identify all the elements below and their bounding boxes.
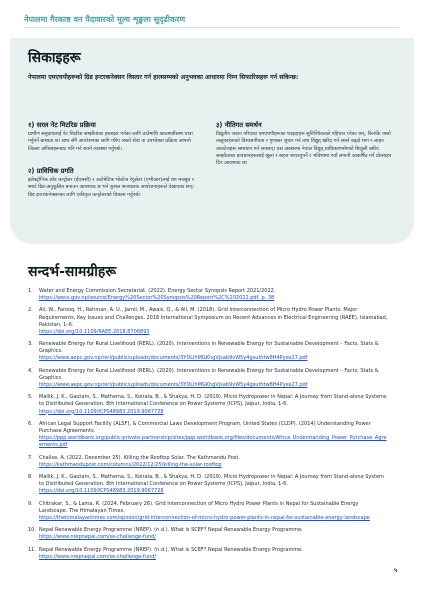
reference-body <box>39 501 388 522</box>
lesson-body: विद्युतीय जडान गरिएका एमएचपीहरूका फाइदाहरू सुनिश्चितताले पहिचान गरेका छन्, किनकि यस्तो तालुकाहरूको विश्वसनीयता र गुणस्तर सुधार गर्न तथा विद्युत् खरिद गर्न सक्ने बढ्दो माग र लाइन आउटेजहरू समाधान गर्न सक्छन्। यस अवसरमा नेपाल विद्युत् प्राधिकरणसँगको बिजुली खरिद सम्झौताका प्रावधानहरूलाई खुला र सहज बनाउनुपर्ने र भविष्यमा नयाँ लगानी आकर्षित गर्न प्रोत्साहन दिन आवश्यक छ। <box>216 131 392 167</box>
reference-body <box>39 421 388 449</box>
lessons-intro: नेपालमा एमएचपीहरूको ग्रिड इन्टरकनेक्सन विस्तार गर्न हालसम्मको अनुभवका आधारमा निम्न सिफारिसहरू गर्न सकिन्छ: <box>28 74 299 81</box>
reference-text: Mallik, J. K., Gautam, S., Mathema, S., Koirala, B., & Shakya, H. D. (2019). Micro Hydropower in Nepal: A Journey from Stand-alone System to Distributed Generation. 8th International Conference on Power Systems (ICPS), Jaipur, India, 1-6. <box>39 474 384 488</box>
reference-item <box>28 547 388 561</box>
reference-link[interactable]: https://doi.org/10.1109/ICPS48983.2019.9067728 <box>39 408 164 415</box>
reference-item <box>28 288 388 302</box>
references-title: सन्दर्भ-सामग्रीहरू <box>28 264 117 280</box>
reference-text: Renewable Energy for Rural Livelihood (RERL). (2020). Interventions in Renewable Energy for Sustainable Development – Facts, Stats & Graphics. <box>39 367 379 381</box>
reference-body <box>39 341 388 362</box>
reference-body <box>39 307 388 335</box>
reference-link[interactable]: https://www.nrepnepal.com/se-challenge-fund/ <box>39 553 157 560</box>
reference-item <box>28 394 388 415</box>
reference-item <box>28 421 388 449</box>
reference-link[interactable]: https://www.nrepnepal.com/se-challenge-fund/ <box>39 534 157 541</box>
lessons-title: सिकाइहरू <box>28 50 81 66</box>
reference-item <box>28 368 388 389</box>
reference-text: Nepal Renewable Energy Programme (NREP). (n.d.). What is SCEF? Nepal Renewable Energy Programme. <box>39 546 303 553</box>
reference-link[interactable]: https://www.aepc.gov.np/rerl/public/uploads/documents/3YDLIhMGKhgVjsab9vW5y4gsuthtw8H4Pyes27.pdf <box>39 381 308 388</box>
reference-text: African Legal Support Facility (ALSF), & Commercial Laws Development Program, United States (CLDP). (2014) Understanding Power Purchase Agreements. <box>39 420 371 434</box>
reference-number: 6. <box>28 420 33 427</box>
reference-number: 7. <box>28 454 33 461</box>
reference-text: Renewable Energy for Rural Livelihood (RERL). (2020). Interventions in Renewable Energy for Sustainable Development – Facts, Stats & Graphics. <box>39 341 379 355</box>
reference-body <box>39 547 388 561</box>
lesson-heading: २) प्राविधिक प्रगति <box>28 167 74 175</box>
reference-link[interactable]: https://wecs.gov.np/source/Energy%20Sector%20Synopsis%20Report%2C%202022.pdf, p. 38 <box>39 295 275 302</box>
reference-text: Water and Energy Commission Secretariat. (2022). Energy Sector Synopsis Report 2021/2022. <box>39 288 276 294</box>
reference-body <box>39 288 388 302</box>
reference-item <box>28 307 388 335</box>
reference-text: Chitrakar, S., & Lama, R. (2024, February 26). Grid Interconnection of Micro Hydro Power Plants in Nepal for Sustainable Energy Landscape. The Himalayan Times. <box>39 500 359 514</box>
reference-text: Chalise, A. (2022, December 25). Killing the Rooftop Solar. The Kathmandu Post. <box>39 454 240 461</box>
reference-item <box>28 341 388 362</box>
reference-number: 1. <box>28 288 33 294</box>
reference-number: 2. <box>28 307 33 314</box>
lesson-item <box>28 166 198 199</box>
header-divider <box>24 27 400 28</box>
reference-body <box>39 474 388 495</box>
reference-link[interactable]: https://doi.org/10.1109/ICPS48983.2019.9067728 <box>39 488 164 495</box>
running-header: नेपालमा गैरकाष्ठ वन पैदावारको मूल्य शृङ्खला सुदृढीकरण <box>24 15 186 24</box>
reference-number: 9. <box>28 500 33 507</box>
reference-number: 8. <box>28 474 33 481</box>
reference-body <box>39 527 388 541</box>
reference-body <box>39 394 388 415</box>
reference-number: 10. <box>28 527 36 534</box>
lesson-heading: १) सरल नेट मिटरिङ प्रक्रिया <box>28 121 96 129</box>
lesson-heading: ३) नीतिगत समर्थन <box>216 121 262 129</box>
reference-link[interactable]: https://www.aepc.gov.np/rerl/public/uploads/documents/3YDLIhMGKhgVjsab9vW5y4gsuthtw8H4Pyes27.pdf <box>39 355 308 362</box>
reference-item <box>28 455 388 469</box>
reference-number: 5. <box>28 394 33 401</box>
lesson-item <box>28 120 198 153</box>
reference-text: Mallik, J. K., Gautam, S., Mathema, S., Koirala, B., & Shakya, H. D. (2019). Micro Hydropower in Nepal: A Journey from Stand-alone Systems to Distributed Generation. 8th International Conference on Power Systems (ICPS), Jaipur, India, 1-6. <box>39 394 387 408</box>
reference-number: 11. <box>28 546 36 553</box>
reference-list <box>28 288 388 566</box>
reference-item <box>28 527 388 541</box>
page-number: ५ <box>394 567 398 574</box>
lesson-item <box>216 120 394 168</box>
reference-link[interactable]: https://thehimalayantimes.com/opinion/grid-interconnection-of-micro-hydro-power-plants-in-nepal-for-sustainable-energy-landscape <box>39 514 370 521</box>
reference-link[interactable]: https://doi.org/10.1109/RAEE.2018.8706893 <box>39 328 150 335</box>
lesson-body: इलेक्ट्रोनिक लोड कन्ट्रोलर (ईएलसी) र अटोमेटिक भोल्टेज रेगुलेटर (एभीआर)लाई थप मजबुत र स्मार्ट ग्रिड-अनुकूलित बनाउन आवश्यक छ भने कुशल सञ्चालक आयोजनाहरूले देखाएका छन्। ग्रिड इन्टरकनेक्सनका लागि एकीकृत कन्ट्रोलरको विकास गर्नुपर्छ। <box>28 177 194 198</box>
reference-number: 3. <box>28 341 33 348</box>
reference-link[interactable]: https://kathmandupost.com/columns/2022/12/25/killing-the-solar-rooftop <box>39 461 222 468</box>
lesson-body: ग्रामीण समुदायलाई नेट मिटरिङ सम्झौताका हस्ताक्षर गर्नका लागि ठाउँमाथि काठमाडौंसम्म यात्रा गर्नुपर्ने बाध्यता छ। साथ सँगै आपरेशनका लागि गरिए जस्तो सेवा वा उपभोक्ता प्रक्रिया आफ्नो जिल्ला अफिसहरूबाट पनि गर्न सक्ने व्यवस्था गर्नुपर्छ। <box>28 131 193 152</box>
reference-item <box>28 501 388 522</box>
reference-body <box>39 368 388 389</box>
reference-text: Nepal Renewable Energy Programme (NREP). (n.d.). What is SCEF? Nepal Renewable Energy Programme. <box>39 527 303 534</box>
reference-text: Ali, W., Farooq, H., Rehman, A. U., Jamil, M., Awais, Q., & Ali, M. (2018). Grid Interconnection of Micro Hydro Power Plants: Major Requirements, Key Issues and Challenges. 2018 International Symposium on Recent Advances in Electrical Engineering (RAEE), Islamabad, Pakistan, 1–6. <box>39 307 388 328</box>
reference-number: 4. <box>28 367 33 374</box>
reference-body <box>39 455 388 469</box>
reference-link[interactable]: https://ppp.worldbank.org/public-private-partnership/sites/ppp.worldbank.org/files/documents/Africa_Understanding_Power_Purchase_Agreements.pdf <box>39 435 387 449</box>
reference-item <box>28 474 388 495</box>
